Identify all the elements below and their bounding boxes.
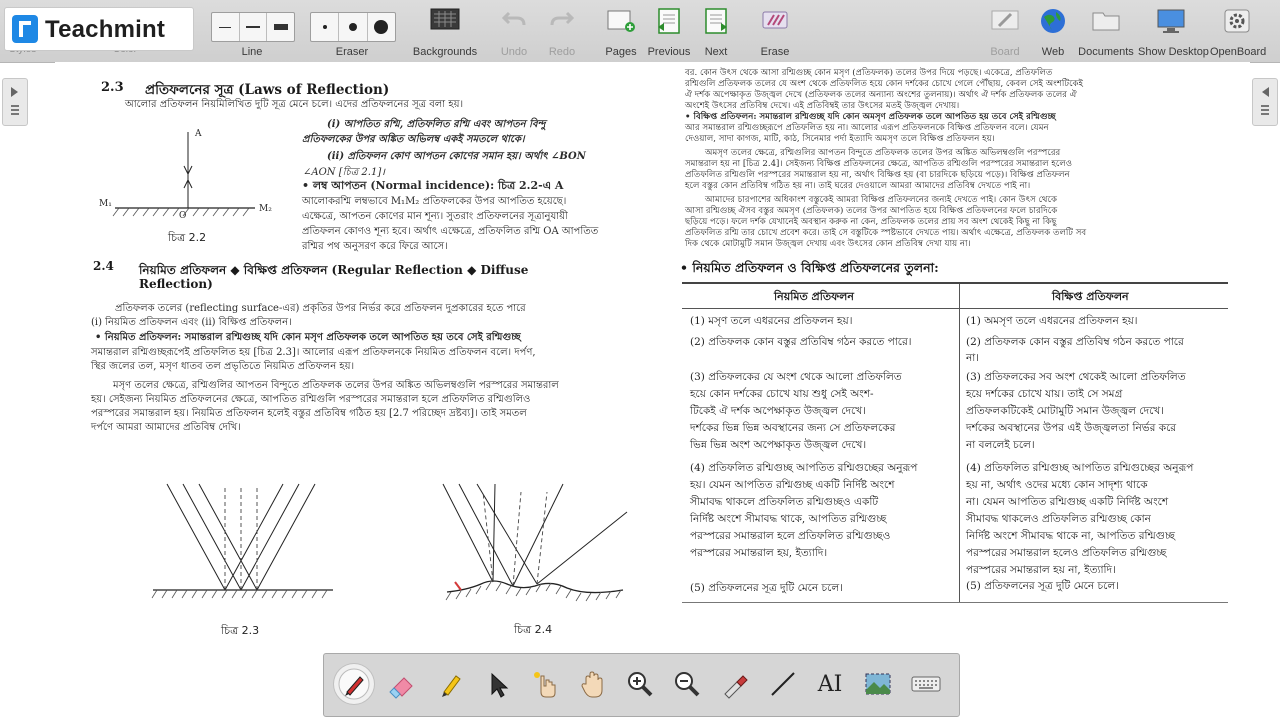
- table-cell: পরস্পরের সমান্তরাল হয়, ইত্যাদি।: [690, 547, 828, 559]
- table-cell: হয় না, অর্থাৎ ওদের মধ্যে কোন সাদৃশ্য থাকে: [966, 479, 1148, 491]
- medium-dot-icon: [349, 23, 357, 31]
- paragraph-line: মসৃণ তলের ক্ষেত্রে, রশ্মিগুলির আপতন বিন্দুতে প্রতিফলক তলের উপর অঙ্কিত অভিলম্বগুলি পরস্পরের সমান্তরাল: [113, 380, 559, 391]
- capture-button[interactable]: [858, 664, 898, 704]
- paragraph-line: অমসৃণ তলের ক্ষেত্রে, রশ্মিগুলির আপতন বিন্দুতে প্রতিফলক তলের উপর অঙ্কিত অভিলম্বগুলি পরস্পরের: [705, 148, 1061, 158]
- table-header-diffuse: বিক্ষিপ্ত প্রতিফলন: [1052, 290, 1129, 303]
- web-button[interactable]: [1036, 4, 1070, 60]
- figure-2-3-regular-reflection: [147, 478, 337, 604]
- line-tool[interactable]: [209, 4, 295, 60]
- table-header-rule: [682, 308, 1228, 309]
- previous-label: Previous: [647, 46, 691, 58]
- board-page[interactable]: [55, 62, 1250, 720]
- table-cell: সীমাবদ্ধ থাকলে প্রতিফলিত রশ্মিগুচ্ছও একটি: [690, 496, 879, 508]
- thick-line-icon: [274, 24, 288, 30]
- paragraph-line: • নিয়মিত প্রতিফলন: সমান্তরাল রশ্মিগুচ্ছ যদি কোন মসৃণ প্রতিফলক তলে আপতিত হয় তবে সেই রশ্মিগুচ্ছ: [95, 332, 521, 343]
- paragraph-line: আলোর প্রতিফলন নিয়মিলিখিত দুটি সূত্র মেনে চলে। এদের প্রতিফলনের সূত্র বলা হয়।: [125, 99, 464, 110]
- previous-page-icon: [655, 7, 683, 40]
- next-page-icon: [702, 7, 730, 40]
- table-cell: (2) প্রতিফলক কোন বস্তুর প্রতিবিম্ব গঠন করতে পারে।: [690, 336, 912, 348]
- table-cell: না।: [966, 352, 980, 364]
- folder-icon: [1091, 7, 1121, 38]
- comparison-heading: • নিয়মিত প্রতিফলন ও বিক্ষিপ্ত প্রতিফলনের তুলনা:: [680, 260, 939, 275]
- line-label: Line: [241, 46, 263, 58]
- gear-icon: [1222, 7, 1252, 40]
- documents-button[interactable]: [1078, 4, 1134, 60]
- show-desktop-button[interactable]: [1138, 4, 1209, 60]
- figure-label-m2: M₂: [259, 204, 272, 214]
- redo-icon: [549, 7, 575, 36]
- figure-label-a: A: [195, 129, 202, 139]
- line-width-selector[interactable]: [211, 12, 295, 42]
- table-cell: হয়ে কোন দর্শকের চোখে যায় শুধু সেই অংশ-: [690, 388, 874, 400]
- drawing-tools-palette: [323, 653, 960, 717]
- line-thick-option[interactable]: [267, 13, 294, 41]
- zoom-out-button[interactable]: [667, 664, 707, 704]
- eraser-tool[interactable]: [308, 4, 396, 60]
- paragraph-line: প্রতিফলক তলের (reflecting surface-এর) প্রকৃতির উপর নির্ভর করে প্রতিফলন দুপ্রকারের হতে পারে: [115, 303, 526, 314]
- paragraph-line: রশ্মিগুলি প্রতিফলক তলের যে অংশ থেকে প্রতিফলিত হয়ে কোন দর্শকের চোখে গেলে পৌঁছায়, কেবল সেই অংশটিকেই: [685, 79, 1084, 89]
- zoom-in-icon: [624, 668, 656, 700]
- backgrounds-icon: [430, 7, 460, 36]
- expand-right-icon: [11, 87, 18, 97]
- pages-button[interactable]: [601, 4, 641, 60]
- show-desktop-label: Show Desktop: [1138, 46, 1209, 58]
- paragraph-line: প্রতিফলকের উপর অঙ্কিত অভিলম্ব একই সমতলে থাকে।: [302, 134, 525, 145]
- figure-label-m1: M₁: [99, 199, 112, 209]
- text-tool-button[interactable]: [810, 664, 850, 704]
- section-number: 2.4: [93, 259, 114, 273]
- paragraph-line: • লম্ব আপতন (Normal incidence): চিত্র 2.2-এ A: [302, 179, 564, 192]
- previous-button[interactable]: [646, 4, 692, 60]
- paragraph-line: ছড়িয়ে পড়ে। ফলে দর্শক যেখানেই অবস্থান করুক না কেন, প্রতিফলক তলের প্রায় সব অংশ থেকেই কিছু না কিছু: [685, 217, 1057, 227]
- documents-label: Documents: [1078, 46, 1134, 58]
- paragraph-line: সমান্তরাল হয় না [চিত্র 2.4]। সেইজন্য বিক্ষিপ্ত প্রতিফলনের ক্ষেত্রে, আপতিত রশ্মিগুলি পরস্পরের সমান্তরাল হলেও: [685, 159, 1073, 169]
- hand-tool-button[interactable]: [572, 664, 612, 704]
- figure-2-4-diffuse-reflection: [437, 478, 637, 604]
- erase-label: Erase: [760, 46, 790, 58]
- paragraph-line: অংশেই উৎসের প্রতিবিম্ব দেখে। এই প্রতিবিম্বই তার উৎসের মতই উজ্জ্বল দেখায়।: [685, 101, 960, 111]
- undo-button[interactable]: [496, 4, 532, 60]
- monitor-icon: [1156, 7, 1186, 40]
- table-cell: না বললেই চলে।: [966, 439, 1035, 451]
- next-label: Next: [704, 46, 728, 58]
- eraser-medium-option[interactable]: [339, 13, 367, 41]
- pen-icon: [338, 668, 370, 700]
- board-label: Board: [990, 46, 1020, 58]
- line-draw-button[interactable]: [763, 664, 803, 704]
- paragraph-line: সমান্তরাল রশ্মিগুচ্ছরূপেই প্রতিফলিত হয় [চিত্র 2.3]। আলোর এরূপ প্রতিফলনকে নিয়মিত প্রতিফলন বলে। দর্পণ,: [91, 347, 536, 358]
- table-cell: (3) প্রতিফলকের যে অংশ থেকে আলো প্রতিফলিত: [690, 371, 902, 383]
- backgrounds-button[interactable]: [412, 4, 478, 60]
- highlighter-icon: [434, 668, 466, 700]
- paragraph-line: (i) আপতিত রশ্মি, প্রতিফলিত রশ্মি এবং আপতন বিন্দু: [327, 119, 546, 130]
- keyboard-icon: [910, 668, 942, 700]
- teachmint-logo: [5, 8, 193, 50]
- figure-label-o: O: [179, 211, 187, 221]
- keyboard-button[interactable]: [906, 664, 946, 704]
- teachmint-logo-icon: [12, 15, 38, 43]
- table-header-regular: নিয়মিত প্রতিফলন: [774, 290, 854, 303]
- eraser-tool-button[interactable]: [382, 664, 422, 704]
- openboard-button[interactable]: [1210, 4, 1267, 60]
- laser-pointer-icon: [529, 668, 561, 700]
- undo-label: Undo: [500, 46, 528, 58]
- erase-all-icon: [760, 7, 790, 38]
- table-cell: (2) প্রতিফলক কোন বস্তুর প্রতিবিম্ব গঠন করতে পারে: [966, 336, 1184, 348]
- panel-grip-icon: [1261, 105, 1269, 117]
- paragraph-line: এক্ষেত্রে, আপতন কোণের মান শূন্য। সুতরাং প্রতিফলনের সূত্রানুযায়ী: [302, 211, 568, 222]
- small-dot-icon: [323, 25, 327, 29]
- line-medium-option[interactable]: [240, 13, 268, 41]
- eraser-small-option[interactable]: [311, 13, 339, 41]
- table-cell: ভিন্ন ভিন্ন অংশ অপেক্ষাকৃত উজ্জ্বল দেখে।: [690, 439, 867, 451]
- eraser-large-option[interactable]: [368, 13, 395, 41]
- highlighter-tool-button[interactable]: [430, 664, 470, 704]
- color-picker-button[interactable]: [715, 664, 755, 704]
- section-title: নিয়মিত প্রতিফলন ◆ বিক্ষিপ্ত প্রতিফলন (Regular Reflection ◆ Diffuse: [139, 263, 529, 277]
- redo-label: Redo: [548, 46, 576, 58]
- paragraph-line: (i) নিয়মিত প্রতিফলন এবং (ii) বিক্ষিপ্ত প্রতিফলন।: [91, 317, 292, 328]
- section-number: 2.3: [101, 80, 124, 95]
- table-cell: না। যেমন আপতিত রশ্মিগুচ্ছ একটি নির্দিষ্ট অংশে: [966, 496, 1169, 508]
- paragraph-line: আলোকরশ্মি লম্বভাবে M₁M₂ প্রতিফলকের উপর আপতিত হয়েছে।: [302, 196, 567, 207]
- figure-caption: চিত্র 2.3: [221, 624, 260, 637]
- line-icon: [767, 668, 799, 700]
- pointer-tool-button[interactable]: [477, 664, 517, 704]
- hand-icon: [576, 668, 608, 700]
- paragraph-line: ∠AON [চিত্র 2.1]।: [303, 167, 386, 178]
- left-panel-toggle[interactable]: [2, 78, 28, 126]
- paragraph-line: স্থির জলের তল, মসৃণ ধাতব তল প্রভৃতিতে নিয়মিত প্রতিফলন হয়।: [91, 361, 355, 372]
- figure-caption: চিত্র 2.4: [514, 623, 553, 636]
- text-icon: AI: [817, 671, 843, 697]
- paragraph-line: ঐ দর্শক অপেক্ষাকৃত উজ্জ্বল দেখে (প্রতিফলক তলের অন্যান্য অংশের তুলনায়)। অর্থাৎ ঐ দর্শক প্রতিফলক তলের ঐ: [685, 90, 1077, 100]
- backgrounds-label: Backgrounds: [412, 46, 478, 58]
- top-toolbar: [0, 0, 1280, 63]
- paragraph-line: প্রতিফলন কোণও শূন্য হবে। অর্থাৎ এক্ষেত্রে, প্রতিফলিত রশ্মি OA আপতিত: [302, 226, 599, 237]
- table-cell: (3) প্রতিফলকের সব অংশ থেকেই আলো প্রতিফলিত: [966, 371, 1186, 383]
- figure-caption: চিত্র 2.2: [168, 231, 207, 244]
- web-label: Web: [1041, 46, 1065, 58]
- brand-name: Teachmint: [45, 16, 166, 43]
- paragraph-line: আসা রশ্মিগুচ্ছ ঐসব বস্তুর অমসৃণ (প্রতিফলক) তলের উপর আপতিত হয়ে বিক্ষিপ্ত প্রতিফলনের ফলে চারদিকে: [685, 206, 1058, 216]
- right-panel-toggle[interactable]: [1252, 78, 1278, 126]
- paragraph-line: প্রতিফলিত রশ্মি তার চোখে প্রবেশ করে। তাই সে বস্তুটিকে স্পষ্টভাবে দেখতে পায়। অর্থাৎ এক্ষেত্রে, প্রতিফলক তলটি সব: [685, 228, 1087, 238]
- paragraph-line: আমাদের চারপাশের অধিকাংশ বস্তুকেই আমরা বিক্ষিপ্ত প্রতিফলনের জন্যই দেখতে পাই। কোন উৎস থেকে: [705, 195, 1057, 205]
- redo-button[interactable]: [544, 4, 580, 60]
- paragraph-line: হলে বস্তুর কোন প্রতিবিম্ব গঠিত হয় না। তাই ঘরের দেওয়ালে আমরা আমাদের প্রতিবিম্ব দেখতে পাই না।: [685, 181, 1031, 191]
- expand-left-icon: [1262, 87, 1269, 97]
- next-button[interactable]: [698, 4, 734, 60]
- table-cell: (1) অমসৃণ তলে এধরনের প্রতিফলন হয়।: [966, 315, 1138, 327]
- section-title: প্রতিফলনের সূত্র (Laws of Reflection): [145, 82, 390, 98]
- table-cell: পরস্পরের সমান্তরাল হলেও প্রতিফলিত রশ্মিগুচ্ছ: [966, 547, 1167, 559]
- paragraph-line: আর সমান্তরাল রশ্মিগুচ্ছরূপে প্রতিফলিত হয় না। আলোর এরূপ প্রতিফলনকে বিক্ষিপ্ত প্রতিফলন বলে। যেমন: [685, 123, 1049, 133]
- table-cell: দর্শকের অবস্থানের উপর এই উজ্জ্বলতা নির্ভর করে: [966, 422, 1177, 434]
- paragraph-line: (ii) প্রতিফলন কোণ আপতন কোণের সমান হয়। অর্থাৎ ∠BON: [327, 151, 586, 162]
- table-cell: নির্দিষ্ট অংশে সীমাবদ্ধ থাকে, আপতিত রশ্মিগুচ্ছ: [690, 513, 887, 525]
- table-cell: হয়ে দর্শকের চোখে যায়। তাই সে সমগ্র: [966, 388, 1123, 400]
- color-picker-icon: [719, 668, 751, 700]
- board-button[interactable]: [986, 4, 1024, 60]
- eraser-label: Eraser: [335, 46, 369, 58]
- globe-icon: [1038, 7, 1068, 40]
- table-cell: পরস্পরের সমান্তরাল হলে প্রতিফলিত রশ্মিগুচ্ছও: [690, 530, 891, 542]
- pages-label: Pages: [605, 46, 637, 58]
- paragraph-line: হয়। সেইজন্য নিয়মিত প্রতিফলনের ক্ষেত্রে, আপতিত রশ্মিগুলি পরস্পরের সমান্তরাল হলে প্রতিফলিত রশ্মিগুলিও: [91, 394, 531, 405]
- paragraph-line: • বিক্ষিপ্ত প্রতিফলন: সমান্তরাল রশ্মিগুচ্ছ যদি কোন অমসৃণ প্রতিফলক তলে আপতিত হয় তবে সেই রশ্মিগুচ্ছ: [685, 112, 1056, 122]
- eraser-size-selector[interactable]: [310, 12, 396, 42]
- pen-tool-button[interactable]: [334, 664, 374, 704]
- comparison-table: [682, 282, 1228, 603]
- capture-icon: [862, 668, 894, 700]
- panel-grip-icon: [11, 105, 19, 117]
- thin-line-icon: [219, 27, 231, 28]
- laser-pointer-button[interactable]: [525, 664, 565, 704]
- table-cell: (5) প্রতিফলনের সূত্র দুটি মেনে চলে।: [966, 580, 1119, 592]
- paragraph-line: বর. কোন উৎস থেকে আসা রশ্মিগুচ্ছ কোন মসৃণ (প্রতিফলক) তলের উপর দিয়ে পড়ছে। একেত্রে, প্রতিফলিত: [685, 68, 1053, 78]
- line-thin-option[interactable]: [212, 13, 240, 41]
- medium-line-icon: [246, 26, 260, 28]
- pointer-icon: [481, 668, 513, 700]
- table-cell: দর্শকের ভিন্ন ভিন্ন অবস্থানের জন্য সে প্রতিফলকের: [690, 422, 896, 434]
- paragraph-line: দেওয়াল, সাদা কাগজ, মাটি, কাঠ, সিনেমার পর্দা ইত্যাদি অমসৃণ তলে বিক্ষিপ্ত প্রতিফলন হয়।: [685, 134, 995, 144]
- undo-icon: [501, 7, 527, 36]
- table-cell: সীমাবদ্ধ থাকলেও প্রতিফলিত রশ্মিগুচ্ছ কোন: [966, 513, 1151, 525]
- table-cell: নির্দিষ্ট অংশে সীমাবদ্ধ থাকে না, আপতিত রশ্মিগুচ্ছ: [966, 530, 1175, 542]
- paragraph-line: পরস্পরের সমান্তরাল হয়। নিয়মিত প্রতিফলন হলেই বস্তুর প্রতিবিম্ব গঠিত হয় [2.7 পরিচ্ছেদ দ্রষ্টব্য]। তাই সমতল: [91, 408, 527, 419]
- figure-2-2-diagram: [95, 124, 285, 234]
- table-cell: (5) প্রতিফলনের সূত্র দুটি মেনে চলে।: [690, 582, 843, 594]
- table-cell: পরস্পরের সমান্তরাল হয় না, ইত্যাদি।: [966, 564, 1116, 576]
- paragraph-line: দিক থেকে মোটামুটি সমান উজ্জ্বল দেখায় এবং উৎসের কোন প্রতিবিম্ব দেখা যায় না।: [685, 239, 971, 249]
- table-cell: টিকেই ঐ দর্শক অপেক্ষাকৃত উজ্জ্বল দেখে।: [690, 405, 866, 417]
- table-cell: (4) প্রতিফলিত রশ্মিগুচ্ছ আপতিত রশ্মিগুচ্ছের অনুরূপ: [690, 462, 918, 474]
- zoom-in-button[interactable]: [620, 664, 660, 704]
- table-cell: (4) প্রতিফলিত রশ্মিগুচ্ছ আপতিত রশ্মিগুচ্ছের অনুরূপ: [966, 462, 1194, 474]
- table-cell: প্রতিফলকটিকেই মোটামুটি সমান উজ্জ্বল দেখে।: [966, 405, 1164, 417]
- openboard-label: OpenBoard: [1210, 46, 1267, 58]
- board-icon: [990, 7, 1020, 38]
- table-cell: হয়। যেমন আপতিত রশ্মিগুচ্ছ একটি নির্দিষ্ট অংশে: [690, 479, 895, 491]
- table-divider: [959, 284, 960, 602]
- eraser-icon: [386, 668, 418, 700]
- paragraph-line: রশ্মির পথ অনুসরণ করে ফিরে আসে।: [302, 241, 448, 252]
- table-cell: (1) মসৃণ তলে এধরনের প্রতিফলন হয়।: [690, 315, 853, 327]
- zoom-out-icon: [671, 668, 703, 700]
- section-title-continued: Reflection): [139, 277, 213, 291]
- pages-icon: [606, 7, 636, 38]
- erase-all-button[interactable]: [756, 4, 794, 60]
- paragraph-line: প্রতিফলিত রশ্মিগুলি পরস্পরের সমান্তরাল হয় না, অর্থাৎ বিক্ষিপ্ত হয় (বা চারদিকে ছড়িয়ে পড়ে)। বিক্ষিপ্ত প্রতিফলন: [685, 170, 1070, 180]
- paragraph-line: দর্পণে আমরা আমাদের প্রতিবিম্ব দেখি।: [91, 422, 241, 433]
- large-dot-icon: [374, 20, 388, 34]
